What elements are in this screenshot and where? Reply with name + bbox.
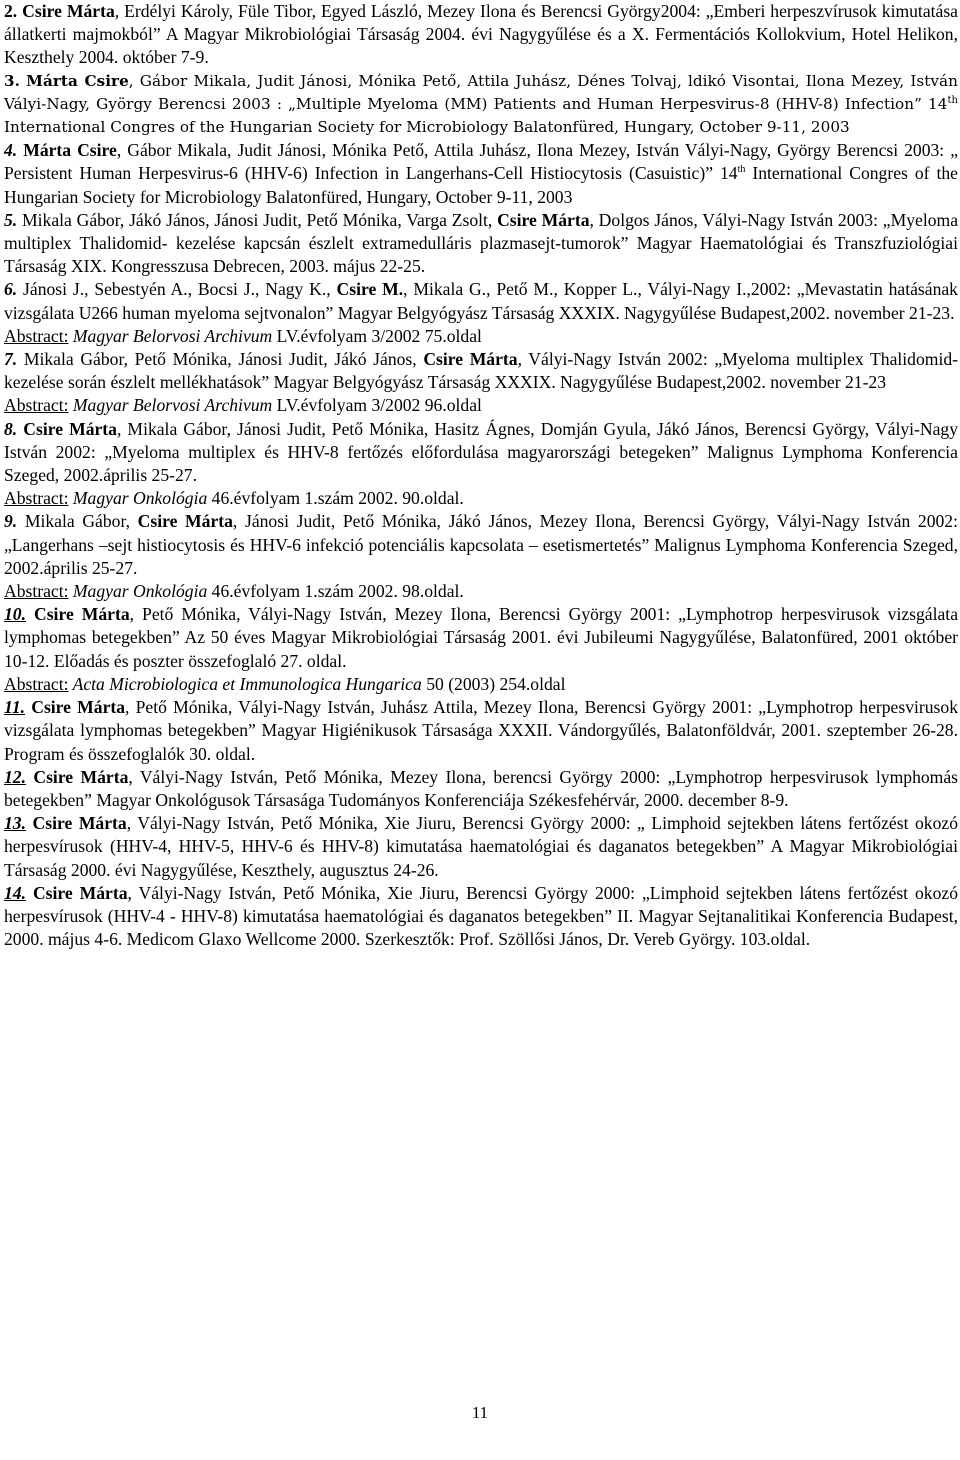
entry-number: 6. bbox=[4, 279, 18, 300]
abstract-label: Abstract: bbox=[4, 673, 69, 694]
author-highlight: Csire Márta bbox=[22, 1, 115, 21]
entry-text-continued: International Congres of the Hungarian Society for Microbiology Balatonfüred, Hungary, October 9-11, 2003 bbox=[4, 163, 958, 207]
entry-number: 8. bbox=[4, 418, 18, 439]
entry-number: 7. bbox=[4, 349, 18, 370]
entry-text: , Gábor Mikala, Judit Jánosi, Mónika Pető, Attila Juhász, Dénes Tolvaj, ldikó Visontai, Ilona Mezey, István Vályi-Nagy, György Berencsi 2003 : „Multiple Myeloma (MM) Patients and Human Herpesvirus-8 (HHV-8) Infection” 14 bbox=[4, 71, 958, 113]
abstract-journal: Acta Microbiologica et Immunologica Hungarica bbox=[68, 673, 422, 694]
entry-authors: Mikala Gábor, bbox=[17, 511, 138, 532]
entry-number: 13. bbox=[4, 813, 26, 834]
publication-entry-12 bbox=[4, 766, 958, 812]
author-highlight: Csire Márta bbox=[26, 882, 128, 903]
author-highlight: Csire Márta bbox=[26, 604, 130, 625]
entry-text: , Pető Mónika, Vályi-Nagy István, Juhász Attila, Mezey Ilona, Berencsi György 2001: „Lymphotrop herpesvirusok vizsgálata lymphomas betegekben” Magyar Higiénikusok Társasága XXXII. Vándorgyűlés, Balatonföldvár, 2001. szeptember 26-28. Program és összefoglalók 30. oldal. bbox=[4, 697, 958, 764]
entry-text-continued: International Congres of the Hungarian Society for Microbiology Balatonfüred, Hungary, October 9-11, 2003 bbox=[4, 118, 850, 137]
author-highlight: Csire M. bbox=[336, 279, 404, 300]
document-body bbox=[4, 0, 958, 951]
abstract-label: Abstract: bbox=[4, 395, 69, 416]
publication-entry-6 bbox=[4, 278, 958, 348]
abstract-details: 50 (2003) 254.oldal bbox=[421, 673, 566, 694]
author-highlight: Csire Márta bbox=[25, 697, 126, 718]
publication-entry-10 bbox=[4, 603, 958, 696]
entry-text: , Mikala G., Pető M., Kopper L., Vályi-Nagy I.,2002: „Mevastatin hatásának vizsgálata U266 human myeloma sejtvonalon” Magyar Belgyógyász Társaság XXXIX. Nagygyűlése Budapest,2002. november 21-23. bbox=[4, 279, 958, 323]
publication-entry-7 bbox=[4, 348, 958, 418]
abstract-details: LV.évfolyam 3/2002 75.oldal bbox=[272, 325, 482, 346]
author-highlight: Márta Csire bbox=[23, 140, 117, 161]
publication-entry-5 bbox=[4, 209, 958, 279]
entry-number: 2. bbox=[4, 1, 18, 21]
abstract-details: 46.évfolyam 1.szám 2002. 98.oldal. bbox=[207, 581, 464, 602]
entry-number: 4. bbox=[4, 140, 18, 161]
entry-text: , Mikala Gábor, Jánosi Judit, Pető Mónika, Hasitz Ágnes, Domján Gyula, Jákó János, Berencsi György, Vályi-Nagy István 2002: „Myeloma multiplex és HHV-8 fertőzés előfordulása magyarországi betegeken” Malignus Lymphoma Konferencia Szeged, 2002.április 25-27. bbox=[4, 418, 958, 486]
entry-authors: Mikala Gábor, Jákó János, Jánosi Judit, Pető Mónika, Varga Zsolt, bbox=[17, 209, 498, 230]
entry-authors: Mikala Gábor, Pető Mónika, Jánosi Judit, Jákó János, bbox=[17, 349, 424, 370]
author-highlight: Csire Márta bbox=[26, 766, 129, 787]
publication-entry-2 bbox=[4, 0, 958, 70]
author-highlight: Csire Márta bbox=[137, 511, 233, 532]
entry-text: , Dolgos János, Vályi-Nagy István 2003: „Myeloma multiplex Thalidomid- kezelése kapcsán észlelt extramedulláris plazmasejt-tumorok” Magyar Haematológiai és Transzfuziológiai Társaság XIX. Kongresszusa Debrecen, 2003. május 22-25. bbox=[4, 209, 958, 277]
entry-number: 10. bbox=[4, 604, 26, 625]
author-highlight: Márta Csire bbox=[26, 71, 129, 90]
abstract-details: 46.évfolyam 1.szám 2002. 90.oldal. bbox=[207, 488, 464, 509]
author-highlight: Csire Márta bbox=[497, 209, 590, 230]
entry-text: , Erdélyi Károly, Füle Tibor, Egyed László, Mezey Ilona és Berencsi György2004: „Emberi herpeszvírusok kimutatása állatkerti majmokból” A Magyar Mikrobiológiai Társaság 2004. évi Nagygyűlése és a X. Fermentációs Kollokvium, Hotel Helikon, Keszthely 2004. október 7-9. bbox=[4, 1, 958, 68]
abstract-label: Abstract: bbox=[4, 488, 69, 509]
page-number: 11 bbox=[471, 1403, 489, 1422]
author-highlight: Csire Márta bbox=[26, 813, 127, 834]
entry-number: 3. bbox=[4, 71, 20, 90]
entry-number: 5. bbox=[4, 209, 18, 230]
abstract-journal: Magyar Belorvosi Archivum bbox=[68, 325, 273, 346]
entry-text: , Vályi-Nagy István 2002: „Myeloma multiplex Thalidomid-kezelése során észlelt mellékhatások” Magyar Belgyógyász Társaság XXXIX. Nagygyűlése Budapest,2002. november 21-23 bbox=[4, 349, 958, 393]
entry-number: 11. bbox=[4, 697, 26, 718]
publication-entry-14 bbox=[4, 882, 958, 952]
entry-number: 12. bbox=[4, 766, 26, 787]
abstract-label: Abstract: bbox=[4, 581, 69, 602]
entry-text: , Vályi-Nagy István, Pető Mónika, Xie Jiuru, Berencsi György 2000: „ Limphoid sejtekben látens fertőzést okozó herpesvírusok (HHV-4, HHV-5, HHV-6 és HHV-8) kimutatása haematológiai és daganatos betegekben” A Magyar Mikrobiológiai Társaság 2000. évi Nagygyűlése, Keszthely, augusztus 24-26. bbox=[4, 813, 958, 880]
abstract-label: Abstract: bbox=[4, 325, 69, 346]
publication-entry-8 bbox=[4, 418, 958, 511]
entry-text: , Vályi-Nagy István, Pető Mónika, Xie Jiuru, Berencsi György 2000: „Limphoid sejtekben látens fertőzést okozó herpesvírusok (HHV-4 - HHV-8) kimutatása haematológiai és daganatos betegekben” II. Magyar Sejtanalitikai Konferencia Budapest, 2000. május 4-6. Medicom Glaxo Wellcome 2000. Szerkesztők: Prof. Szöllősi János, Dr. Vereb György. 103.oldal. bbox=[4, 882, 959, 950]
publication-entry-11 bbox=[4, 696, 958, 766]
abstract-journal: Magyar Onkológia bbox=[68, 581, 208, 602]
publication-entry-3 bbox=[4, 70, 958, 140]
entry-text: , Vályi-Nagy István, Pető Mónika, Mezey Ilona, berencsi György 2000: „Lymphotrop herpesvirusok lymphomás betegekben” Magyar Onkológusok Társasága Tudományos Konferenciája Székesfehérvár, 2000. december 8-9. bbox=[4, 766, 959, 810]
abstract-details: LV.évfolyam 3/2002 96.oldal bbox=[272, 395, 482, 416]
entry-text: , Jánosi Judit, Pető Mónika, Jákó János, Mezey Ilona, Berencsi György, Vályi-Nagy István 2002: „Langerhans –sejt histiocytosis és HHV-6 infekció potenciális kapcsolata – esetismertetés” Malignus Lymphoma Konferencia Szeged, 2002.április 25-27. bbox=[4, 511, 958, 578]
author-highlight: Csire Márta bbox=[423, 349, 518, 370]
publication-entry-4 bbox=[4, 139, 958, 209]
entry-text: , Gábor Mikala, Judit Jánosi, Mónika Pető, Attila Juhász, Ilona Mezey, István Vályi-Nagy, György Berencsi 2003: „ Persistent Human Herpesvirus-6 (HHV-6) Infection in Langerhans-Cell Histiocytosis (Casuistic)” 14 bbox=[4, 140, 959, 184]
superscript: th bbox=[947, 94, 958, 106]
entry-text: , Pető Mónika, Vályi-Nagy István, Mezey Ilona, Berencsi György 2001: „Lymphotrop herpesvirusok vizsgálata lymphomas betegekben” Az 50 éves Magyar Mikrobiológiai Társaság 2001. évi Jubileumi Nagygyűlése, Balatonfüred, 2001 október 10-12. Előadás és poszter összefoglaló 27. oldal. bbox=[4, 604, 959, 671]
entry-number: 14. bbox=[4, 882, 26, 903]
author-highlight: Csire Márta bbox=[17, 418, 117, 439]
entry-number: 9. bbox=[4, 511, 18, 532]
abstract-journal: Magyar Belorvosi Archivum bbox=[68, 395, 273, 416]
superscript: th bbox=[737, 164, 746, 176]
entry-authors: Jánosi J., Sebestyén A., Bocsi J., Nagy K., bbox=[17, 279, 337, 300]
publication-entry-13 bbox=[4, 812, 958, 882]
abstract-journal: Magyar Onkológia bbox=[68, 488, 208, 509]
publication-entry-9 bbox=[4, 510, 958, 603]
